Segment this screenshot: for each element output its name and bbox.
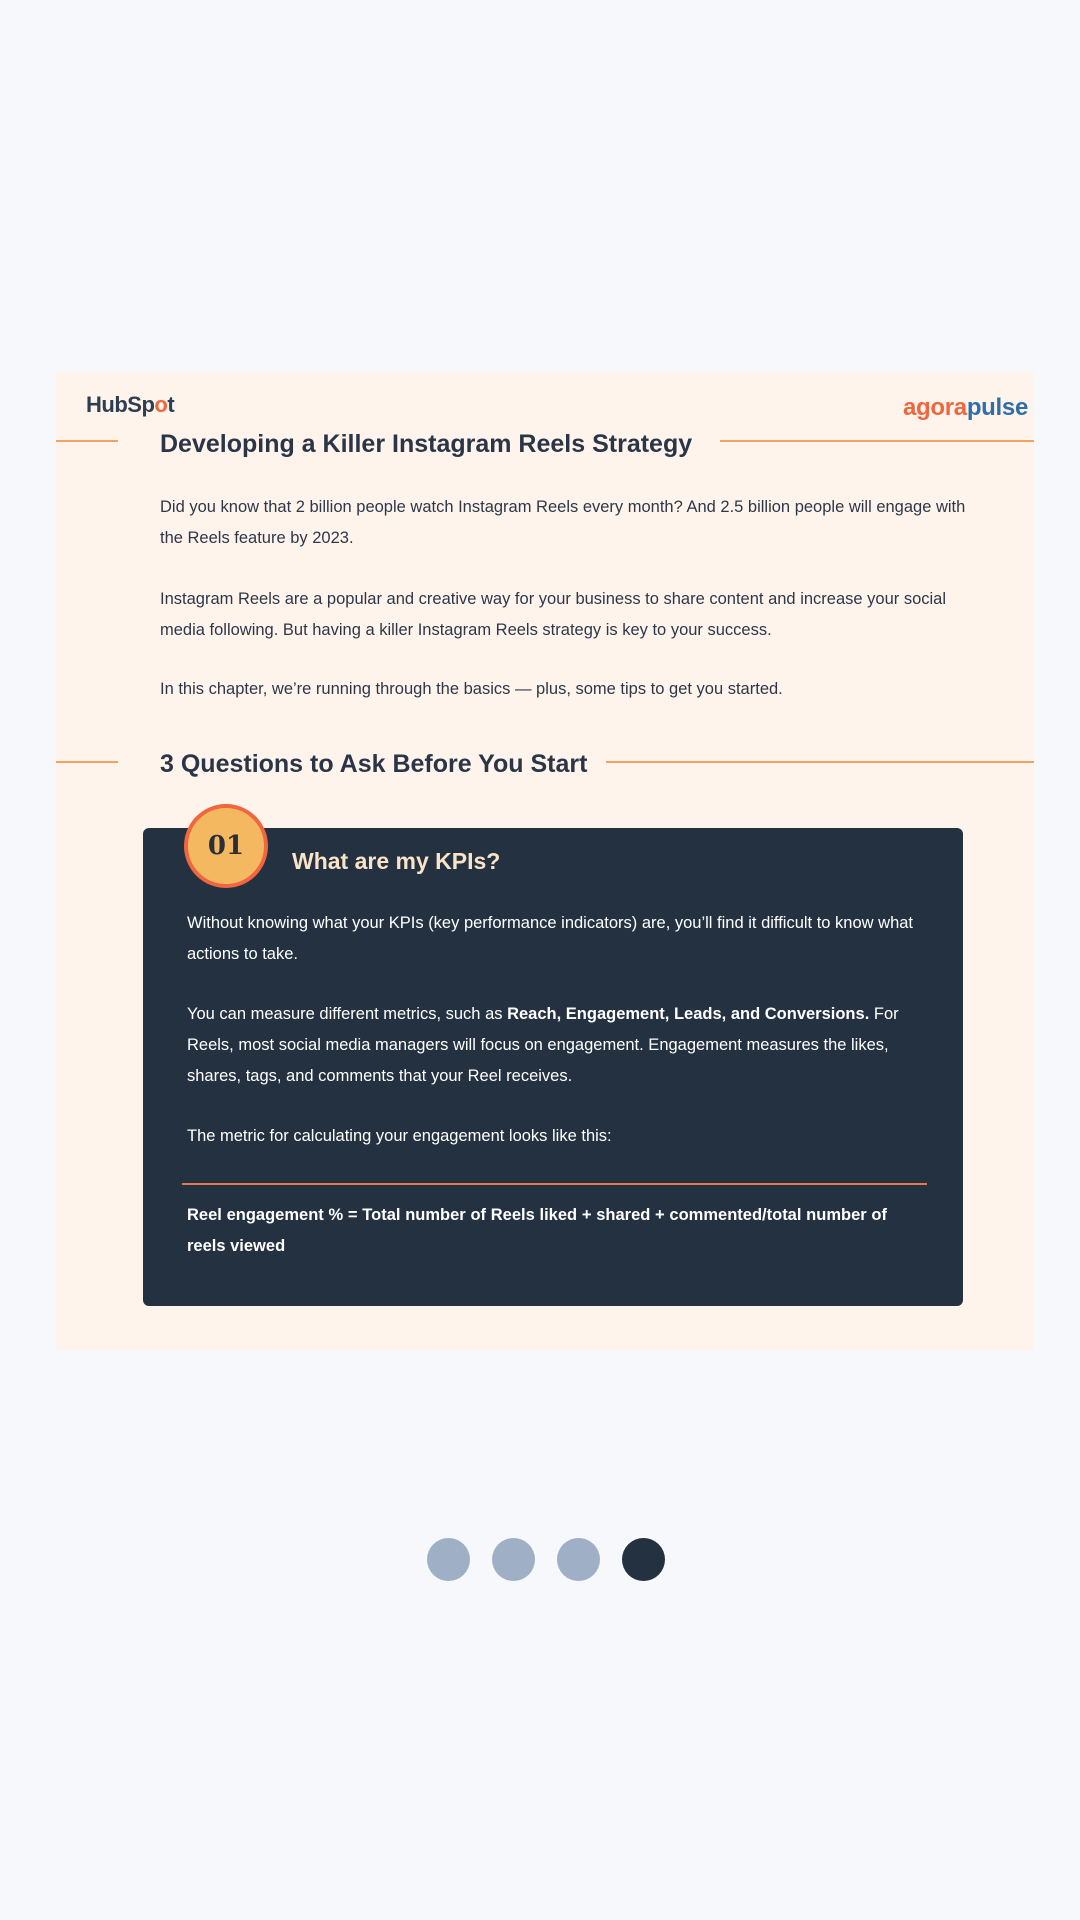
pagination-dot-1[interactable] xyxy=(427,1538,470,1581)
heading-rule-right xyxy=(720,440,1034,442)
kpi-metrics-bold: Reach, Engagement, Leads, and Conversions. xyxy=(507,1005,870,1023)
hubspot-logo: HubSpot xyxy=(86,392,175,417)
agorapulse-logo: agorapulse xyxy=(902,394,1028,421)
pagination-dot-4-active[interactable] xyxy=(622,1538,665,1581)
kpi-question-card xyxy=(143,828,963,1306)
pagination-dot-3[interactable] xyxy=(557,1538,600,1581)
kpi-paragraph-1: Without knowing what your KPIs (key performance indicators) are, you’ll find it difficult to know what actions to take. xyxy=(187,914,914,963)
heading-rule-left-2 xyxy=(56,761,118,763)
heading-rule-left xyxy=(56,440,118,442)
question-number-badge: 01 xyxy=(184,804,268,888)
pagination-dot-2[interactable] xyxy=(492,1538,535,1581)
section-heading-strategy: Developing a Killer Instagram Reels Strategy xyxy=(160,430,693,458)
intro-paragraph-3: In this chapter, we’re running through the basics — plus, some tips to get you started. xyxy=(160,680,783,698)
section-heading-questions: 3 Questions to Ask Before You Start xyxy=(160,750,588,778)
heading-rule-right-2 xyxy=(606,761,1034,763)
kpi-paragraph-3: The metric for calculating your engagement looks like this: xyxy=(187,1127,612,1145)
engagement-formula: Reel engagement % = Total number of Reels liked + shared + commented/total number of reels viewed xyxy=(187,1206,887,1255)
formula-divider xyxy=(182,1183,927,1185)
pagination-dots xyxy=(427,1538,665,1581)
intro-paragraph-1: Did you know that 2 billion people watch Instagram Reels every month? And 2.5 billion people will engage with the Reels feature by 2023. xyxy=(160,498,966,547)
slide-card xyxy=(56,372,1034,1350)
kpi-question-title: What are my KPIs? xyxy=(292,848,501,874)
kpi-paragraph-2: You can measure different metrics, such as Reach, Engagement, Leads, and Conversions. For Reels, most social media managers will focus on engagement. Engagement measures the likes, shares, tags, and comments that your Reel receives. xyxy=(187,1005,899,1085)
intro-paragraph-2: Instagram Reels are a popular and creative way for your business to share content and increase your social media following. But having a killer Instagram Reels strategy is key to your success. xyxy=(160,590,947,639)
